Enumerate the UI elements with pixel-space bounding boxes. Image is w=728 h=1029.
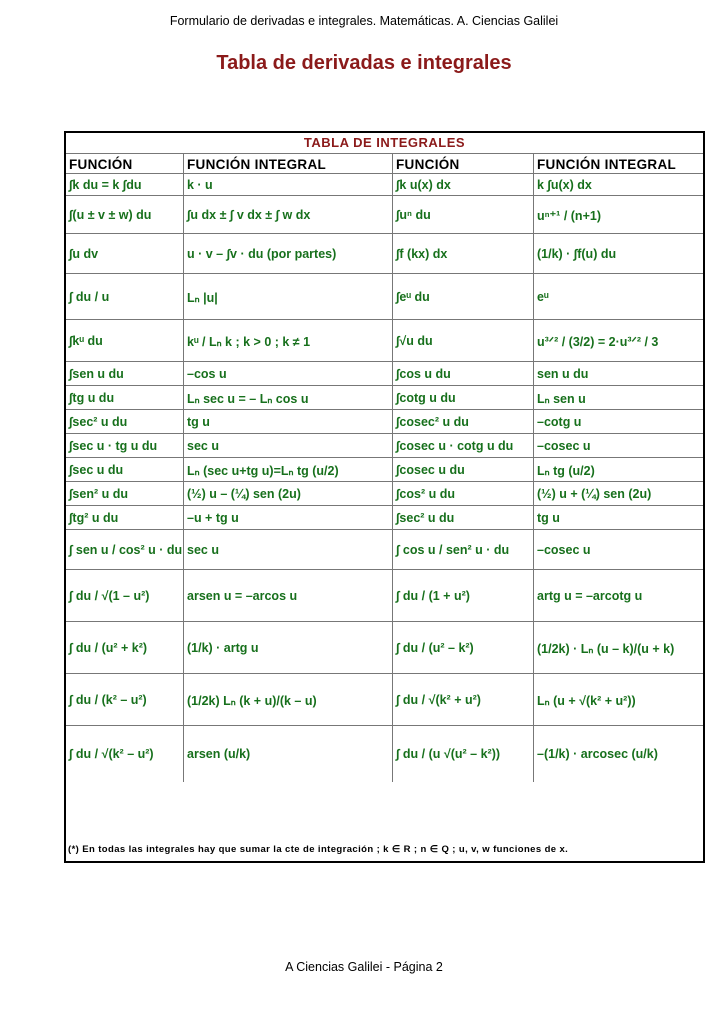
- function-cell: [393, 234, 534, 274]
- table-row: [66, 361, 703, 386]
- cell-text: ∫ du / (k² – u²): [69, 693, 147, 707]
- function-cell: [66, 674, 184, 726]
- integral-cell: [184, 410, 393, 434]
- function-cell: [66, 530, 184, 570]
- cell-text: ∫cosec u du: [396, 463, 465, 477]
- function-cell: [393, 622, 534, 674]
- cell-text: ∫√u du: [396, 334, 433, 348]
- cell-text: Lₙ (sec u+tg u)=Lₙ tg (u/2): [187, 464, 339, 478]
- function-cell: [66, 174, 184, 196]
- integral-cell: [534, 320, 703, 362]
- cell-text: arsen u = –arcos u: [187, 589, 298, 603]
- integral-cell: [184, 726, 393, 782]
- integral-cell: [534, 570, 703, 622]
- table-row: [66, 195, 703, 234]
- cell-text: (1/k) · ∫f(u) du: [537, 247, 617, 261]
- table-row: [66, 481, 703, 506]
- function-cell: [393, 274, 534, 320]
- function-cell: [393, 530, 534, 570]
- cell-text: (1/2k) Lₙ (k + u)/(k – u): [187, 694, 317, 708]
- cell-text: u · v – ∫v · du (por partes): [187, 247, 337, 261]
- cell-text: ∫sec u du: [69, 463, 124, 477]
- function-cell: [393, 458, 534, 482]
- integral-cell: [184, 506, 393, 530]
- table-row: [66, 173, 703, 196]
- table-row: [66, 457, 703, 482]
- cell-text: (½) u – (¼) sen (2u): [187, 487, 301, 501]
- integral-cell: [534, 482, 703, 506]
- function-cell: [393, 174, 534, 196]
- function-cell: [393, 506, 534, 530]
- cell-text: ∫uⁿ du: [396, 208, 431, 222]
- column-header-function-2: FUNCIÓN: [396, 157, 460, 172]
- integral-cell: [534, 410, 703, 434]
- function-cell: [66, 506, 184, 530]
- integral-cell: [534, 458, 703, 482]
- cell-text: ∫u dv: [69, 247, 99, 261]
- cell-text: Lₙ |u|: [187, 291, 218, 305]
- cell-text: –u + tg u: [187, 511, 239, 525]
- function-cell: [66, 362, 184, 386]
- cell-text: ∫sen u du: [69, 367, 124, 381]
- cell-text: uⁿ⁺¹ / (n+1): [537, 209, 601, 223]
- table-row: [66, 409, 703, 434]
- function-cell: [393, 386, 534, 410]
- cell-text: ∫cosec² u du: [396, 415, 469, 429]
- cell-text: ∫k u(x) dx: [396, 178, 451, 192]
- function-cell: [393, 362, 534, 386]
- integral-cell: [534, 434, 703, 458]
- integral-cell: [184, 530, 393, 570]
- cell-text: –cosec u: [537, 543, 591, 557]
- column-header-integral-1: FUNCIÓN INTEGRAL: [187, 157, 327, 172]
- cell-text: ∫cos² u du: [396, 487, 455, 501]
- integral-cell: [184, 674, 393, 726]
- cell-text: sec u: [187, 543, 219, 557]
- integral-cell: [534, 274, 703, 320]
- function-cell: [393, 320, 534, 362]
- integral-cell: [184, 196, 393, 234]
- cell-text: ∫tg² u du: [69, 511, 119, 525]
- integral-cell: [534, 234, 703, 274]
- function-cell: [66, 410, 184, 434]
- integral-cell: [534, 196, 703, 234]
- cell-text: ∫ du / (u √(u² – k²)): [396, 747, 501, 761]
- table-header-row: [66, 153, 703, 174]
- cell-text: k · u: [187, 178, 213, 192]
- cell-text: sec u: [187, 439, 219, 453]
- integral-cell: [534, 174, 703, 196]
- cell-text: ∫ du / u: [69, 290, 110, 304]
- cell-text: u³ᐟ² / (3/2) = 2·u³ᐟ² / 3: [537, 335, 659, 349]
- cell-text: –cos u: [187, 367, 227, 381]
- function-cell: [393, 674, 534, 726]
- cell-text: ∫kᵘ du: [69, 334, 103, 348]
- table-row: [66, 505, 703, 530]
- cell-text: sen u du: [537, 367, 589, 381]
- integral-cell: [534, 622, 703, 674]
- function-cell: [393, 726, 534, 782]
- page-footer: A Ciencias Galilei - Página 2: [285, 960, 443, 974]
- integral-cell: [184, 482, 393, 506]
- cell-text: ∫cosec u · cotg u du: [396, 439, 514, 453]
- integral-cell: [534, 674, 703, 726]
- integral-cell: [184, 274, 393, 320]
- cell-text: ∫eᵘ du: [396, 290, 430, 304]
- cell-text: Lₙ tg (u/2): [537, 464, 595, 478]
- function-cell: [66, 320, 184, 362]
- cell-text: Lₙ sec u = – Lₙ cos u: [187, 392, 309, 406]
- cell-text: ∫(u ± v ± w) du: [69, 208, 152, 222]
- column-header-function-1: FUNCIÓN: [69, 157, 133, 172]
- function-cell: [393, 434, 534, 458]
- integral-cell: [184, 320, 393, 362]
- cell-text: ∫sen² u du: [69, 487, 128, 501]
- table-footnote: (*) En todas las integrales hay que sumar la cte de integración ; k ∈ R ; n ∈ Q ; u, v, w funciones de x.: [68, 844, 569, 855]
- function-cell: [66, 622, 184, 674]
- cell-text: ∫f (kx) dx: [396, 247, 448, 261]
- cell-text: ∫ du / √(k² + u²): [396, 693, 481, 707]
- cell-text: ∫ du / (u² + k²): [69, 641, 148, 655]
- cell-text: ∫ sen u / cos² u · du: [69, 543, 183, 557]
- cell-text: ∫k du = k ∫du: [69, 178, 142, 192]
- integral-cell: [534, 726, 703, 782]
- integral-cell: [534, 386, 703, 410]
- function-cell: [66, 726, 184, 782]
- cell-text: –cosec u: [537, 439, 591, 453]
- table-row: [66, 673, 703, 726]
- cell-text: ∫ du / √(1 – u²): [69, 589, 150, 603]
- cell-text: ∫cotg u du: [396, 391, 456, 405]
- cell-text: tg u: [537, 511, 560, 525]
- cell-text: ∫ du / (u² – k²): [396, 641, 474, 655]
- page-title: Tabla de derivadas e integrales: [216, 52, 512, 74]
- cell-text: artg u = –arcotg u: [537, 589, 643, 603]
- function-cell: [66, 234, 184, 274]
- table-row: [66, 233, 703, 274]
- integral-cell: [534, 506, 703, 530]
- cell-text: ∫ cos u / sen² u · du: [396, 543, 510, 557]
- function-cell: [393, 482, 534, 506]
- cell-text: Lₙ sen u: [537, 392, 586, 406]
- table-row: [66, 725, 703, 782]
- integral-cell: [184, 386, 393, 410]
- integrals-table: [64, 131, 705, 863]
- table-row: [66, 385, 703, 410]
- function-cell: [66, 434, 184, 458]
- integral-cell: [184, 622, 393, 674]
- integral-cell: [184, 174, 393, 196]
- function-cell: [66, 386, 184, 410]
- table-row: [66, 621, 703, 674]
- cell-text: arsen (u/k): [187, 747, 251, 761]
- cell-text: k ∫u(x) dx: [537, 178, 592, 192]
- cell-text: ∫tg u du: [69, 391, 115, 405]
- table-row: [66, 433, 703, 458]
- integral-cell: [534, 362, 703, 386]
- cell-text: Lₙ (u + √(k² + u²)): [537, 694, 636, 708]
- cell-text: eᵘ: [537, 290, 549, 304]
- function-cell: [393, 196, 534, 234]
- function-cell: [393, 570, 534, 622]
- table-row: [66, 319, 703, 362]
- integral-cell: [184, 362, 393, 386]
- function-cell: [66, 196, 184, 234]
- cell-text: ∫u dx ± ∫ v dx ± ∫ w dx: [187, 208, 311, 222]
- table-row: [66, 569, 703, 622]
- cell-text: kᵘ / Lₙ k ; k > 0 ; k ≠ 1: [187, 335, 311, 349]
- cell-text: ∫ du / (1 + u²): [396, 589, 470, 603]
- integral-cell: [534, 530, 703, 570]
- cell-text: (1/k) · artg u: [187, 641, 259, 655]
- integral-cell: [184, 570, 393, 622]
- function-cell: [66, 570, 184, 622]
- cell-text: tg u: [187, 415, 210, 429]
- integral-cell: [184, 434, 393, 458]
- cell-text: ∫sec u · tg u du: [69, 439, 158, 453]
- table-row: [66, 529, 703, 570]
- integral-cell: [184, 234, 393, 274]
- page-header: Formulario de derivadas e integrales. Matemáticas. A. Ciencias Galilei: [169, 14, 559, 28]
- cell-text: ∫ du / √(k² – u²): [69, 747, 154, 761]
- table-title: TABLA DE INTEGRALES: [303, 135, 466, 150]
- table-row: [66, 273, 703, 320]
- cell-text: ∫sec² u du: [69, 415, 128, 429]
- cell-text: –(1/k) · arcosec (u/k): [537, 747, 658, 761]
- cell-text: (1/2k) · Lₙ (u – k)/(u + k): [537, 642, 675, 656]
- function-cell: [66, 482, 184, 506]
- integral-cell: [184, 458, 393, 482]
- cell-text: ∫sec² u du: [396, 511, 455, 525]
- cell-text: –cotg u: [537, 415, 582, 429]
- function-cell: [66, 458, 184, 482]
- cell-text: ∫cos u du: [396, 367, 451, 381]
- function-cell: [66, 274, 184, 320]
- column-header-integral-2: FUNCIÓN INTEGRAL: [537, 157, 677, 172]
- cell-text: (½) u + (¼) sen (2u): [537, 487, 652, 501]
- function-cell: [393, 410, 534, 434]
